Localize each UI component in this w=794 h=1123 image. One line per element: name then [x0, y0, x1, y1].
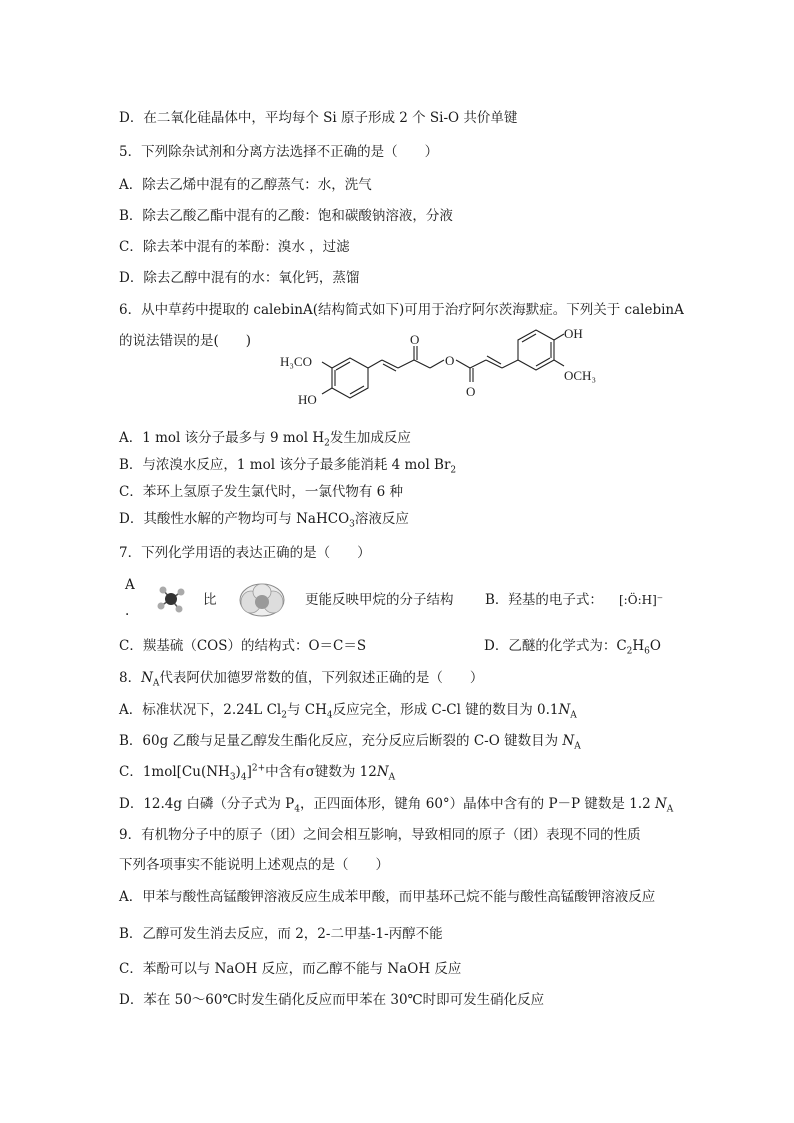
q8-option-b: B．60g 乙酸与足量乙醇发生酯化反应，充分反应后断裂的 C-O 键数目为 $N_A$ — [119, 733, 581, 752]
label-o-ester: O — [445, 353, 455, 368]
q6-option-a: A．1 mol 该分子最多与 9 mol $H_2$发生加成反应 — [119, 430, 411, 449]
q9-option-c: C．苯酚可以与 NaOH 反应，而乙醇不能与 NaOH 反应 — [119, 961, 462, 977]
q5-option-c: C．除去苯中混有的苯酚：溴水 ，过滤 — [119, 239, 350, 255]
q7-option-a-letter: A — [125, 577, 135, 593]
q9-stem-cont: 下列各项事实不能说明上述观点的是（ ） — [119, 857, 389, 873]
q8-option-a: A．标准状况下，2.24L $Cl_2$与 $CH_4$反应完全，形成 C-Cl 键的数目为 $0.1N_A$ — [119, 702, 577, 721]
q7-option-a-dot: . — [125, 603, 130, 619]
q5-stem: 5．下列除杂试剂和分离方法选择不正确的是（ ） — [119, 144, 439, 160]
q8-option-d: D．12.4g 白磷（分子式为 $P_4$，正四面体形，键角 60°）晶体中含有的 P－P 键数是 1.2 $N_A$ — [119, 796, 674, 815]
q9-option-b: B．乙醇可发生消去反应，而 2，2-二甲基-1-丙醇不能 — [119, 926, 443, 942]
q7-option-c: C．羰基硫（COS）的结构式：O＝C＝S — [119, 638, 367, 654]
label-o-carbonyl: O — [466, 384, 476, 399]
q6-option-c: C．苯环上氢原子发生氯代时，一氯代物有 6 种 — [119, 484, 404, 500]
q9-stem: 9．有机物分子中的原子（团）之间会相互影响，导致相同的原子（团）表现不同的性质 — [119, 827, 641, 843]
q5-option-a: A．除去乙烯中混有的乙醇蒸气：水，洗气 — [119, 177, 372, 193]
q5-option-d: D．除去乙醇中混有的水：氧化钙，蒸馏 — [119, 270, 360, 286]
q7-stem: 7．下列化学用语的表达正确的是（ ） — [119, 545, 371, 561]
q7-option-a-text: 更能反映甲烷的分子结构 — [305, 592, 454, 608]
label-och3: OCH₃ — [564, 368, 596, 383]
q7-option-b-formula: [:Ö:H]⁻ — [619, 593, 664, 607]
label-o-keto: O — [410, 332, 420, 347]
calebin-structure — [270, 322, 630, 422]
q8-option-c: C．$1mol[Cu(NH_3)_4]^{2+}$中含有σ键数为 $12N_A$ — [119, 763, 396, 783]
structure-bonds — [322, 330, 564, 398]
q9-option-a: A．甲苯与酸性高锰酸钾溶液反应生成苯甲酸，而甲基环己烷不能与酸性高锰酸钾溶液反应 — [119, 889, 656, 905]
q8-stem: 8．$N_A$代表阿伏加德罗常数的值，下列叙述正确的是（ ） — [119, 670, 484, 689]
q6-option-d: D．其酸性水解的产物均可与 NaHCO$_3$溶液反应 — [119, 511, 409, 530]
q6-option-b: B．与浓溴水反应，1 mol 该分子最多能消耗 4 mol $Br_2$ — [119, 457, 457, 476]
ball-stick-model-icon — [155, 584, 189, 614]
q7-option-a-bi: 比 — [203, 592, 217, 608]
label-h3co: H₃CO — [280, 354, 312, 369]
q7-row-ab — [119, 577, 689, 620]
q9-option-d: D．苯在 50～60℃时发生硝化反应而甲苯在 30℃时即可发生硝化反应 — [119, 992, 545, 1008]
q4-option-d: D．在二氧化硅晶体中，平均每个 Si 原子形成 2 个 Si-O 共价单键 — [119, 110, 518, 126]
space-filling-model-icon — [237, 580, 287, 618]
q6-stem-cont: 的说法错误的是( ) — [119, 333, 252, 349]
label-oh: OH — [564, 326, 583, 341]
label-ho: HO — [298, 392, 317, 407]
q5-option-b: B．除去乙酸乙酯中混有的乙酸：饱和碳酸钠溶液，分液 — [119, 208, 453, 224]
q7-option-d: D．乙醚的化学式为：$C_2H_6O$ — [484, 638, 661, 657]
q6-stem: 6．从中草药中提取的 calebinA(结构简式如下)可用于治疗阿尔茨海默症。下列关于 calebinA — [119, 302, 684, 318]
q7-option-b-text: B．羟基的电子式： — [485, 592, 603, 608]
